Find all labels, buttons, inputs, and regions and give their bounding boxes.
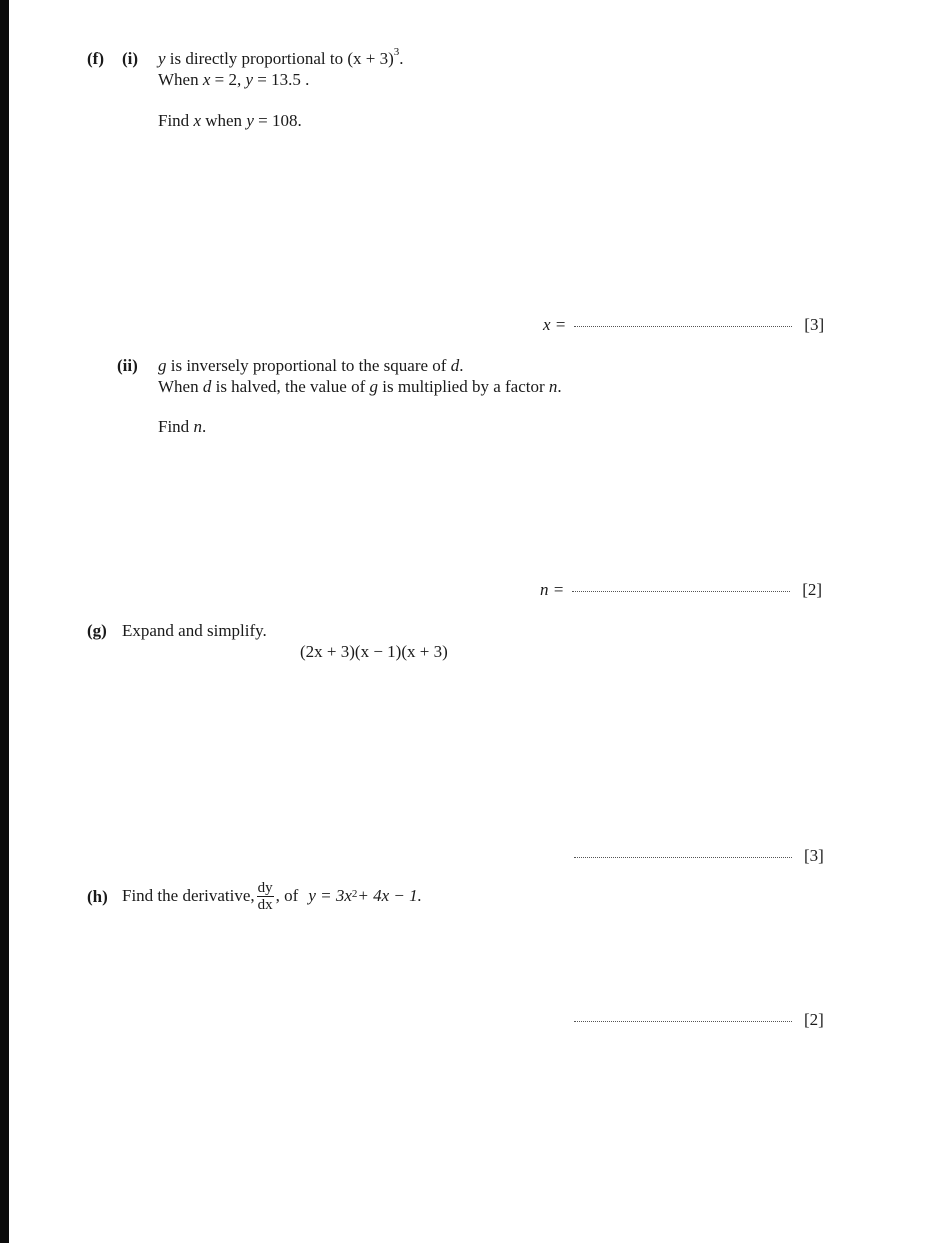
- f-i-line3-when: when: [200, 111, 247, 130]
- part-f-ii-label: (ii): [117, 356, 138, 375]
- f-i-line1-text: is directly proportional to: [165, 49, 348, 68]
- var-x: x: [202, 70, 211, 89]
- f-i-line1-exponent: 3: [393, 46, 400, 59]
- f-i-answer-line[interactable]: [574, 324, 792, 327]
- f-ii-line1-text: is inversely proportional to the square of: [166, 356, 451, 375]
- var-y: y: [245, 70, 254, 89]
- part-g-expression: (2x + 3)(x − 1)(x + 3): [300, 642, 448, 661]
- part-f-ii-line2: [158, 377, 562, 397]
- f-ii-line3-end: .: [201, 417, 207, 436]
- part-f-i-label: (i): [122, 49, 139, 68]
- f-i-marks: [3]: [804, 315, 825, 334]
- part-h-line: Find the derivative, $\frac{dy}{dx}$ , of y = 3x $^2$ + 4x − 1.: [122, 879, 422, 913]
- f-i-line3-val: = 108.: [253, 111, 302, 130]
- derivative-fraction: [257, 880, 274, 913]
- f-i-line1-expr: (x + 3): [347, 49, 394, 68]
- var-g: g: [369, 377, 378, 396]
- f-ii-line2-end: .: [557, 377, 562, 396]
- h-expression-a: y = 3x: [308, 886, 352, 905]
- h-text-find: Find the derivative,: [122, 886, 255, 905]
- part-f-ii-line3: [158, 417, 206, 437]
- f-ii-line2-factor: is multiplied by a factor: [378, 377, 549, 396]
- h-marks: [2]: [804, 1010, 824, 1029]
- var-y: y: [246, 111, 254, 130]
- g-answer-row: [566, 846, 824, 866]
- f-ii-line2-when: When: [158, 377, 203, 396]
- var-n: n: [193, 417, 202, 436]
- part-h-label: (h): [87, 887, 108, 906]
- var-d: d: [450, 356, 460, 375]
- var-g: g: [158, 356, 167, 375]
- var-y: y: [158, 49, 166, 68]
- frac-numerator: dy: [257, 879, 273, 896]
- f-i-line3-find: Find: [158, 111, 194, 130]
- f-ii-marks: [2]: [802, 580, 823, 599]
- part-f-ii-line1: [158, 356, 463, 376]
- part-f-i-line3: [158, 111, 302, 131]
- f-i-answer-label: x =: [543, 315, 567, 334]
- part-f-i-line2: [158, 70, 309, 90]
- h-answer-line[interactable]: [574, 1019, 792, 1022]
- part-f-i-line1: [158, 46, 404, 69]
- g-answer-line[interactable]: [574, 855, 792, 858]
- f-ii-line1-end: .: [459, 356, 464, 375]
- h-answer-row: [566, 1010, 824, 1030]
- frac-denominator: dx: [257, 896, 273, 913]
- f-ii-line3-find: Find: [158, 417, 194, 436]
- f-i-answer-row: [543, 315, 824, 335]
- part-g-label: (g): [87, 621, 107, 640]
- part-f-label: (f): [87, 49, 104, 68]
- h-text-of: , of: [275, 886, 299, 905]
- var-d: d: [202, 377, 212, 396]
- f-ii-line2-text: is halved, the value of: [211, 377, 370, 396]
- f-i-line2-xval: = 2,: [210, 70, 246, 89]
- f-i-line2-yval: = 13.5 .: [253, 70, 310, 89]
- var-n: n: [548, 377, 558, 396]
- g-marks: [3]: [804, 846, 824, 865]
- f-ii-answer-label: n =: [540, 580, 565, 599]
- scan-left-edge: [0, 0, 9, 1243]
- f-ii-answer-row: [540, 580, 822, 600]
- f-ii-answer-line[interactable]: [572, 589, 790, 592]
- part-g-instruction: Expand and simplify.: [122, 621, 267, 640]
- var-x: x: [193, 111, 201, 130]
- h-expression-b: + 4x − 1.: [357, 886, 422, 905]
- f-i-line1-end: .: [399, 49, 404, 68]
- f-i-line2-when: When: [158, 70, 203, 89]
